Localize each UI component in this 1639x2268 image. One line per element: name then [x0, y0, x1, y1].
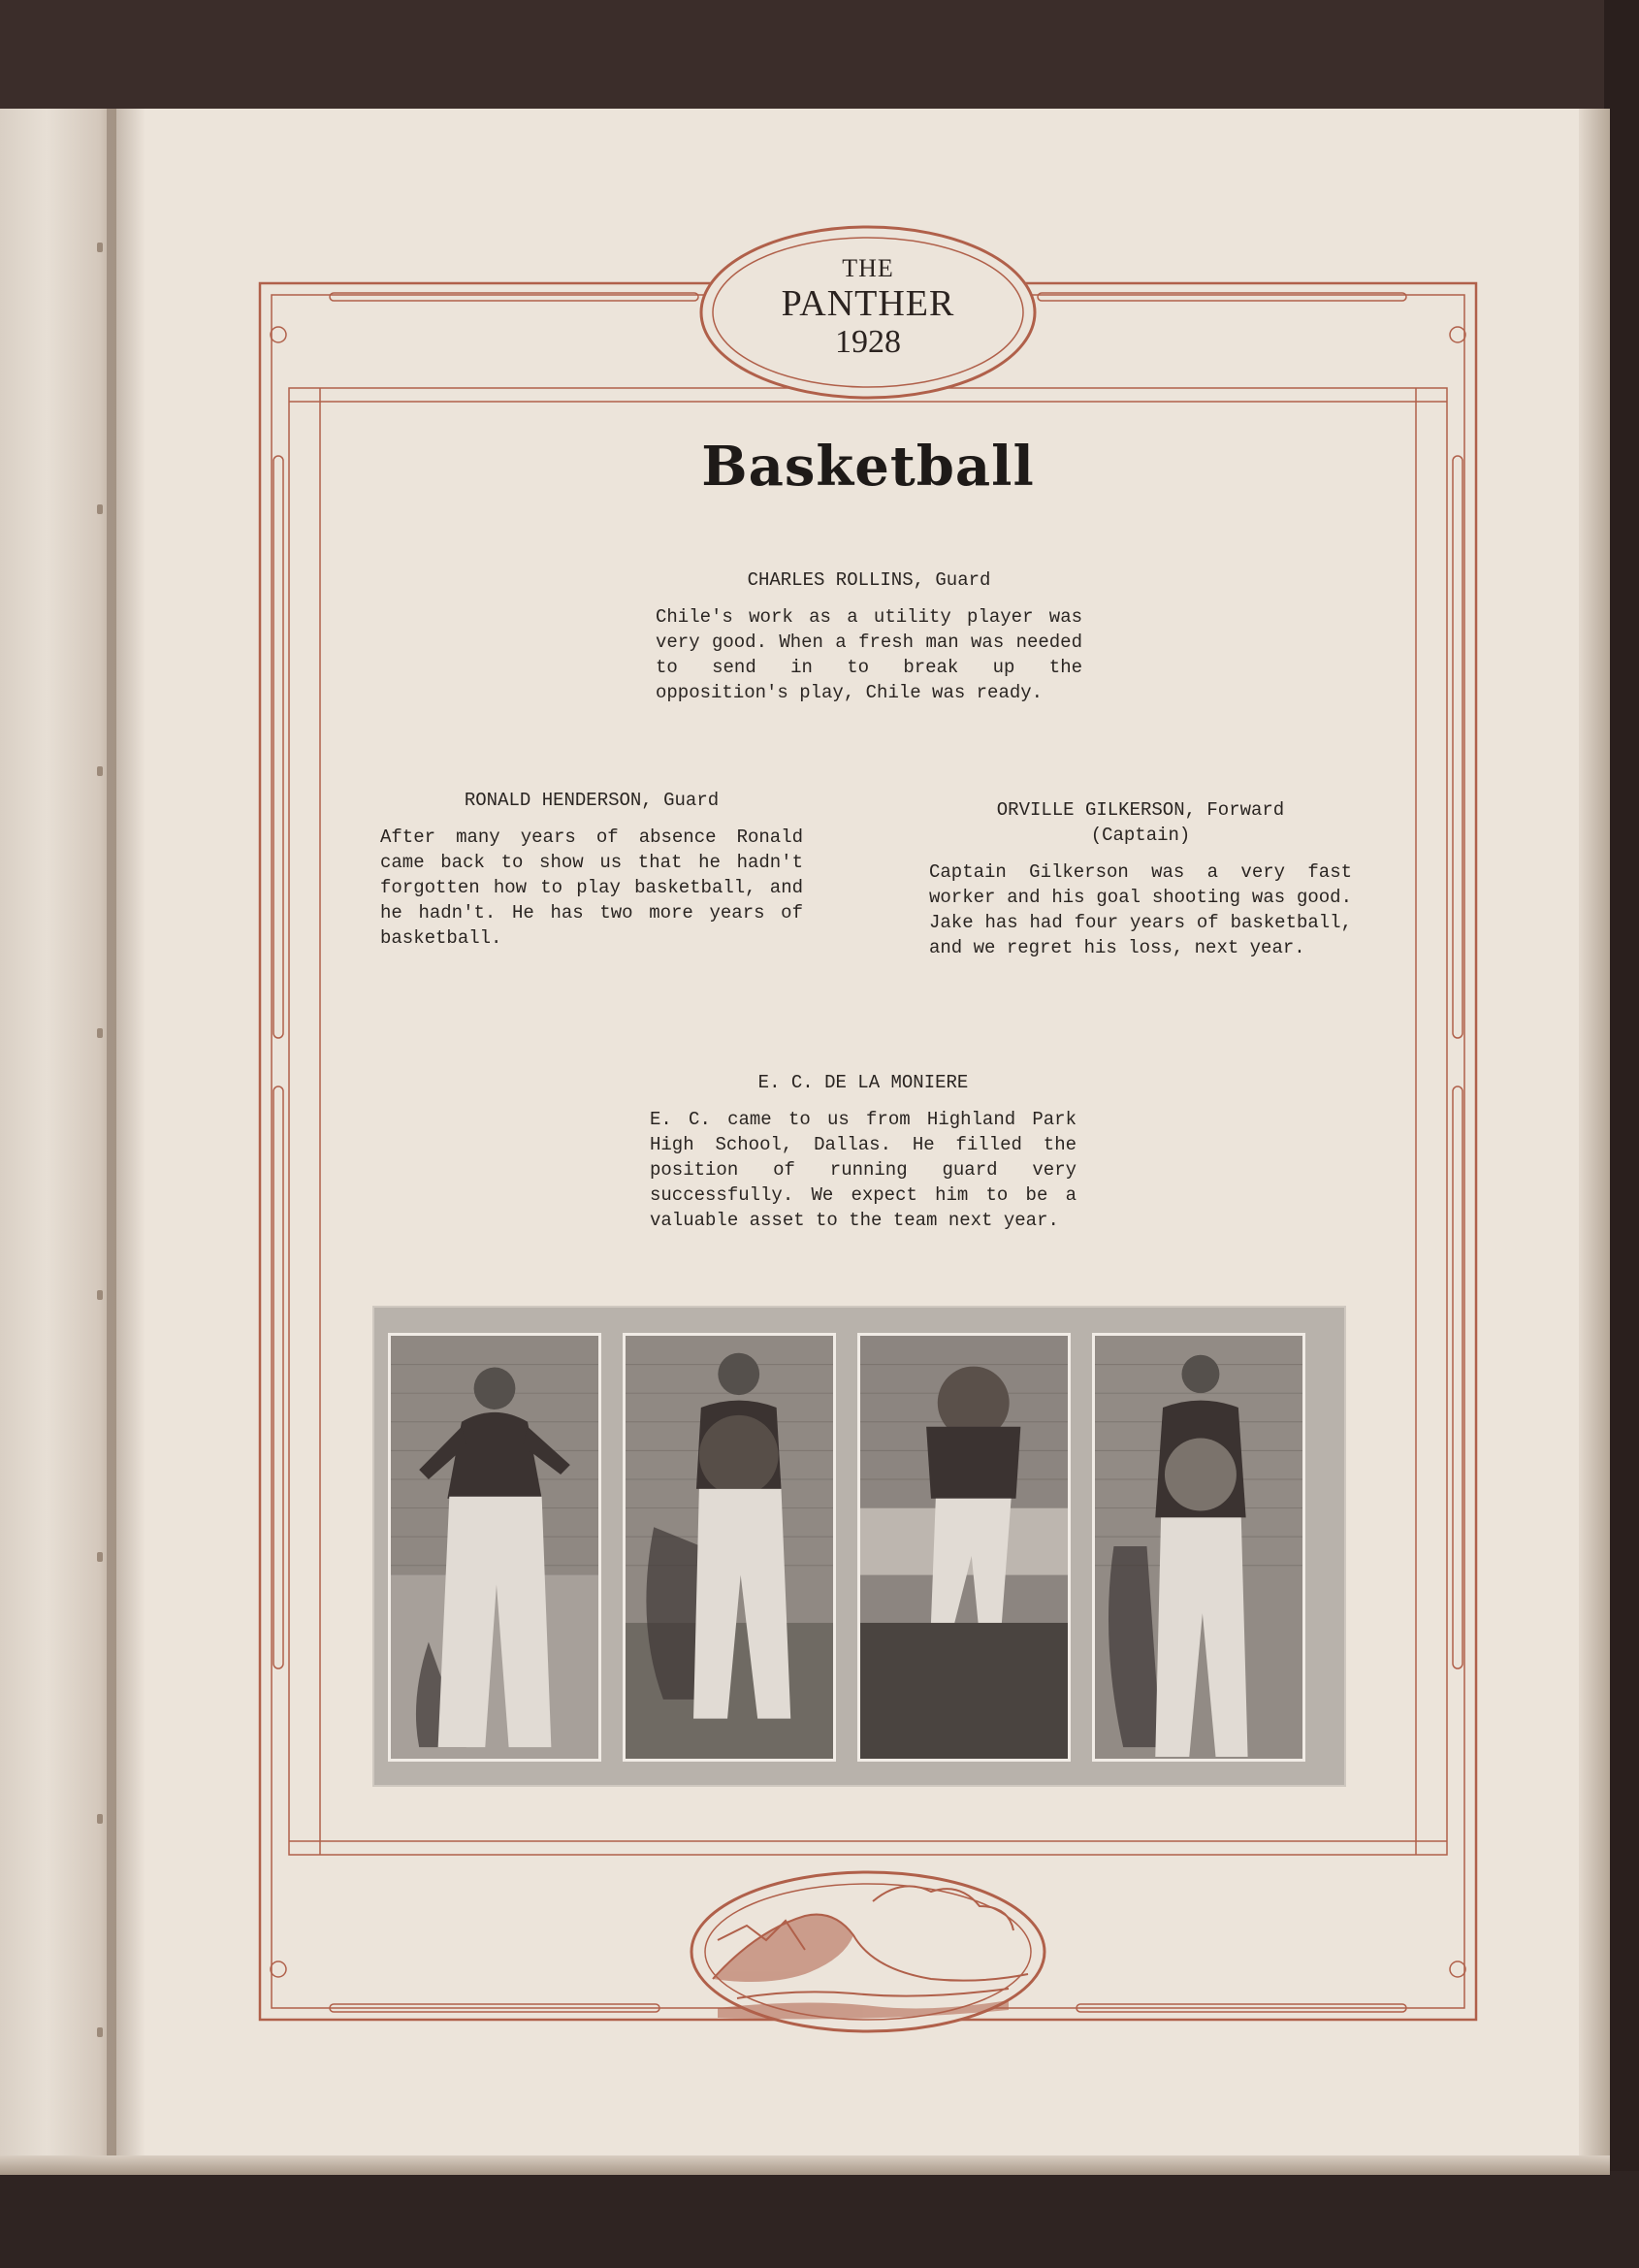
- player-entry: [380, 788, 803, 951]
- player-entry: [929, 797, 1352, 960]
- player-name: E. C. DE LA MONIERE: [757, 1072, 969, 1093]
- player-photo: [388, 1333, 601, 1762]
- yearbook-header: [708, 254, 1028, 361]
- player-role: (Captain): [1090, 825, 1191, 846]
- player-entry: [650, 1070, 1077, 1233]
- player-entry: [656, 567, 1082, 705]
- player-photo: [1092, 1333, 1305, 1762]
- player-bio: E. C. came to us from Highland Park High School, Dallas. He filled the position of running guard very successfully. We expect him to be a valuable asset to the team next year.: [650, 1109, 1077, 1231]
- player-name: CHARLES ROLLINS, Guard: [747, 569, 991, 591]
- team-photo-strip: [374, 1308, 1344, 1785]
- page-title: Basketball: [701, 435, 1035, 499]
- player-photo: [623, 1333, 836, 1762]
- player-bio: Captain Gilkerson was a very fast worker and his goal shooting was good. Jake has had four years of basketball, and we regret his loss, next year.: [929, 861, 1352, 958]
- player-bio: After many years of absence Ronald came back to show us that he hadn't forgotten how to play basketball, and he hadn't. He has two more years of basketball.: [380, 826, 803, 949]
- header-the: THE: [842, 254, 894, 282]
- player-photo: [857, 1333, 1071, 1762]
- player-name: ORVILLE GILKERSON, Forward: [996, 799, 1285, 821]
- player-name: RONALD HENDERSON, Guard: [464, 790, 720, 811]
- header-year: 1928: [835, 324, 901, 360]
- player-bio: Chile's work as a utility player was very good. When a fresh man was needed to send in to break up the opposition's play, Chile was ready.: [656, 606, 1082, 703]
- header-publication-name: PANTHER: [781, 283, 955, 324]
